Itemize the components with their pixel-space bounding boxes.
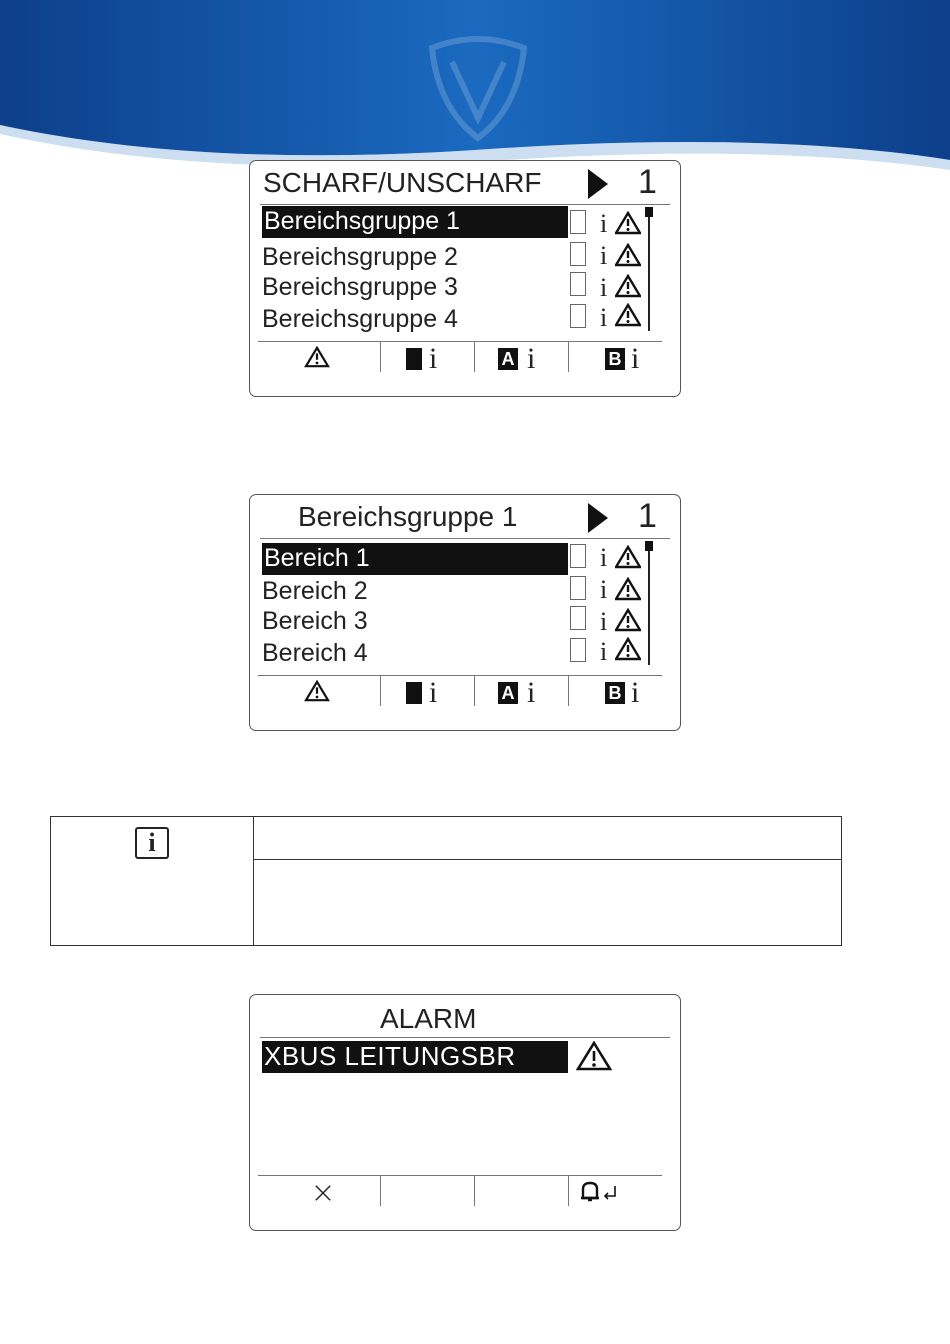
softkey-part-set-b[interactable]: [568, 676, 662, 709]
list-item[interactable]: Bereichsgruppe 2: [262, 243, 458, 271]
scrollbar-thumb[interactable]: [645, 207, 653, 217]
list-item[interactable]: Bereich 3: [262, 607, 368, 635]
softkey-full-set[interactable]: [380, 342, 474, 375]
screen-number: 1: [638, 163, 657, 201]
filled-block-icon: [406, 682, 422, 704]
info-icon: i: [527, 676, 536, 709]
status-checkbox[interactable]: [570, 210, 586, 234]
info-icon: i: [631, 676, 640, 709]
softkey-bar: [258, 341, 662, 373]
info-icon[interactable]: i: [600, 607, 608, 636]
softkey-part-set-b[interactable]: [568, 342, 662, 375]
softkey-bar: [258, 675, 662, 707]
warning-triangle-icon: [304, 346, 330, 368]
arrow-right-icon[interactable]: [588, 503, 608, 533]
scrollbar[interactable]: [648, 207, 650, 331]
lcd-screen-scharf-unscharf: [249, 160, 681, 397]
list-item[interactable]: Bereichsgruppe 1: [262, 206, 568, 238]
note-row-divider: [254, 859, 841, 860]
status-checkbox[interactable]: [570, 544, 586, 568]
softkey-bar: [258, 1175, 662, 1207]
title-divider: [260, 1037, 670, 1038]
list-item[interactable]: Bereichsgruppe 4: [262, 305, 458, 333]
letter-b-icon: B: [605, 682, 625, 704]
note-table: [50, 816, 842, 946]
softkey-acknowledge[interactable]: [568, 1176, 662, 1206]
status-checkbox[interactable]: [570, 304, 586, 328]
status-checkbox[interactable]: [570, 606, 586, 630]
info-icon[interactable]: i: [600, 241, 608, 270]
info-icon: i: [527, 342, 536, 375]
status-checkbox[interactable]: [570, 242, 586, 266]
info-icon[interactable]: i: [600, 575, 608, 604]
filled-block-icon: [406, 348, 422, 370]
list-item[interactable]: Bereich 1: [262, 543, 568, 575]
lcd-screen-bereichsgruppe: [249, 494, 681, 731]
softkey-warnings[interactable]: [258, 676, 380, 706]
title-divider: [260, 204, 670, 205]
arrow-right-icon[interactable]: [588, 169, 608, 199]
warning-triangle-icon[interactable]: [615, 211, 641, 235]
header-background: [0, 0, 950, 175]
screen-title: Bereichsgruppe 1: [298, 501, 518, 532]
softkey-warnings[interactable]: [258, 342, 380, 372]
close-x-icon: [314, 1184, 332, 1202]
list-item[interactable]: Bereich 2: [262, 577, 368, 605]
info-icon: i: [429, 342, 438, 375]
scrollbar-thumb[interactable]: [645, 541, 653, 551]
warning-triangle-icon[interactable]: [615, 274, 641, 298]
lcd-screen-alarm: [249, 994, 681, 1231]
info-icon[interactable]: i: [600, 209, 608, 238]
status-checkbox[interactable]: [570, 272, 586, 296]
softkey-cancel[interactable]: [258, 1176, 380, 1206]
status-checkbox[interactable]: [570, 576, 586, 600]
bell-enter-icon: [579, 1180, 623, 1204]
letter-b-icon: B: [605, 348, 625, 370]
softkey-full-set[interactable]: [380, 676, 474, 709]
info-icon[interactable]: i: [600, 543, 608, 572]
title-divider: [260, 538, 670, 539]
softkey-empty[interactable]: [380, 1176, 474, 1206]
screen-title: ALARM: [380, 1003, 477, 1034]
list-item[interactable]: Bereich 4: [262, 639, 368, 667]
warning-triangle-icon[interactable]: [615, 577, 641, 601]
info-icon: i: [429, 676, 438, 709]
softkey-part-set-a[interactable]: [474, 342, 568, 375]
warning-triangle-icon: [304, 680, 330, 702]
softkey-part-set-a[interactable]: [474, 676, 568, 709]
warning-triangle-icon[interactable]: [615, 545, 641, 569]
letter-a-icon: A: [498, 348, 518, 370]
warning-triangle-icon[interactable]: [576, 1041, 612, 1071]
info-glyph: i: [148, 828, 156, 857]
softkey-empty[interactable]: [474, 1176, 568, 1206]
note-icon-cell: [51, 817, 254, 945]
warning-triangle-icon[interactable]: [615, 637, 641, 661]
list-item[interactable]: Bereichsgruppe 3: [262, 273, 458, 301]
scrollbar[interactable]: [648, 541, 650, 665]
alarm-message[interactable]: XBUS LEITUNGSBR: [262, 1041, 568, 1073]
header-band: [0, 0, 950, 175]
letter-a-icon: A: [498, 682, 518, 704]
screen-number: 1: [638, 497, 657, 535]
info-icon: i: [631, 342, 640, 375]
warning-triangle-icon[interactable]: [615, 608, 641, 632]
info-icon[interactable]: i: [600, 303, 608, 332]
status-checkbox[interactable]: [570, 638, 586, 662]
info-icon[interactable]: i: [600, 273, 608, 302]
info-box-icon: [135, 827, 169, 859]
warning-triangle-icon[interactable]: [615, 243, 641, 267]
info-icon[interactable]: i: [600, 637, 608, 666]
warning-triangle-icon[interactable]: [615, 303, 641, 327]
screen-title: SCHARF/UNSCHARF: [263, 167, 542, 198]
